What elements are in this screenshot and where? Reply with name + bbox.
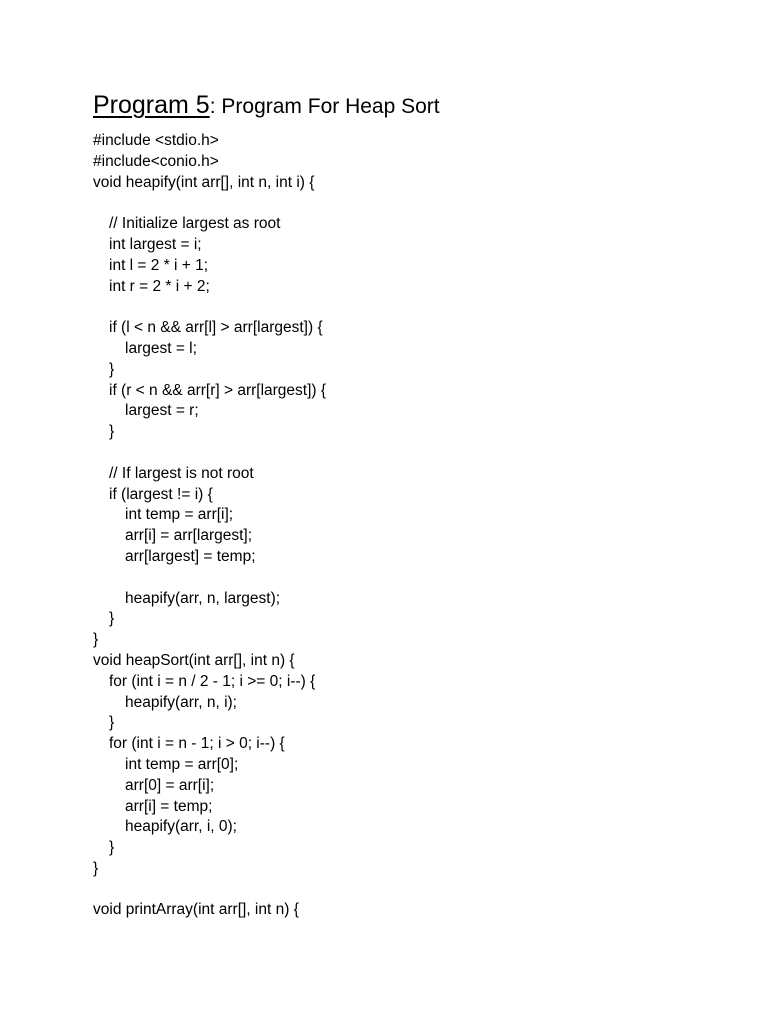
code-line: [93, 568, 733, 589]
code-line: }: [109, 423, 115, 441]
code-line: void heapSort(int arr[], int n) {: [93, 651, 295, 669]
code-line: [93, 297, 733, 318]
code-line: arr[largest] = temp;: [125, 547, 256, 565]
code-line: for (int i = n / 2 - 1; i >= 0; i--) {: [109, 672, 316, 690]
code-line: if (largest != i) {: [109, 485, 213, 503]
code-line: arr[i] = arr[largest];: [125, 527, 253, 545]
code-line: int largest = i;: [109, 235, 202, 253]
code-line: heapify(arr, n, i);: [125, 693, 237, 711]
code-line: }: [93, 859, 99, 877]
code-line: }: [109, 610, 115, 628]
code-line: int l = 2 * i + 1;: [109, 256, 209, 274]
code-line: [93, 443, 733, 464]
code-line: // If largest is not root: [109, 464, 254, 482]
program-title: : Program For Heap Sort: [209, 95, 440, 118]
code-line: }: [109, 360, 115, 378]
code-line: if (r < n && arr[r] > arr[largest]) {: [109, 381, 327, 399]
code-line: [93, 193, 733, 214]
code-line: largest = l;: [125, 339, 197, 357]
code-line: void heapify(int arr[], int n, int i) {: [93, 173, 315, 191]
code-line: arr[0] = arr[i];: [125, 776, 215, 794]
code-line: }: [109, 714, 115, 732]
code-line: largest = r;: [125, 402, 199, 420]
code-line: int temp = arr[0];: [125, 755, 239, 773]
code-line: if (l < n && arr[l] > arr[largest]) {: [109, 319, 323, 337]
code-line: #include<conio.h>: [93, 152, 219, 170]
code-line: #include <stdio.h>: [93, 132, 219, 149]
page-title: [93, 88, 440, 126]
code-line: }: [109, 839, 115, 857]
program-number: Program 5: [93, 91, 210, 119]
code-line: heapify(arr, i, 0);: [125, 818, 237, 836]
code-listing: [93, 131, 733, 921]
code-line: int temp = arr[i];: [125, 506, 234, 524]
code-line: // Initialize largest as root: [109, 215, 281, 233]
code-line: [93, 880, 733, 901]
code-line: arr[i] = temp;: [125, 797, 213, 815]
code-line: }: [93, 631, 99, 649]
code-line: void printArray(int arr[], int n) {: [93, 901, 299, 919]
code-line: int r = 2 * i + 2;: [109, 277, 210, 295]
code-line: for (int i = n - 1; i > 0; i--) {: [109, 735, 285, 753]
code-line: heapify(arr, n, largest);: [125, 589, 281, 607]
